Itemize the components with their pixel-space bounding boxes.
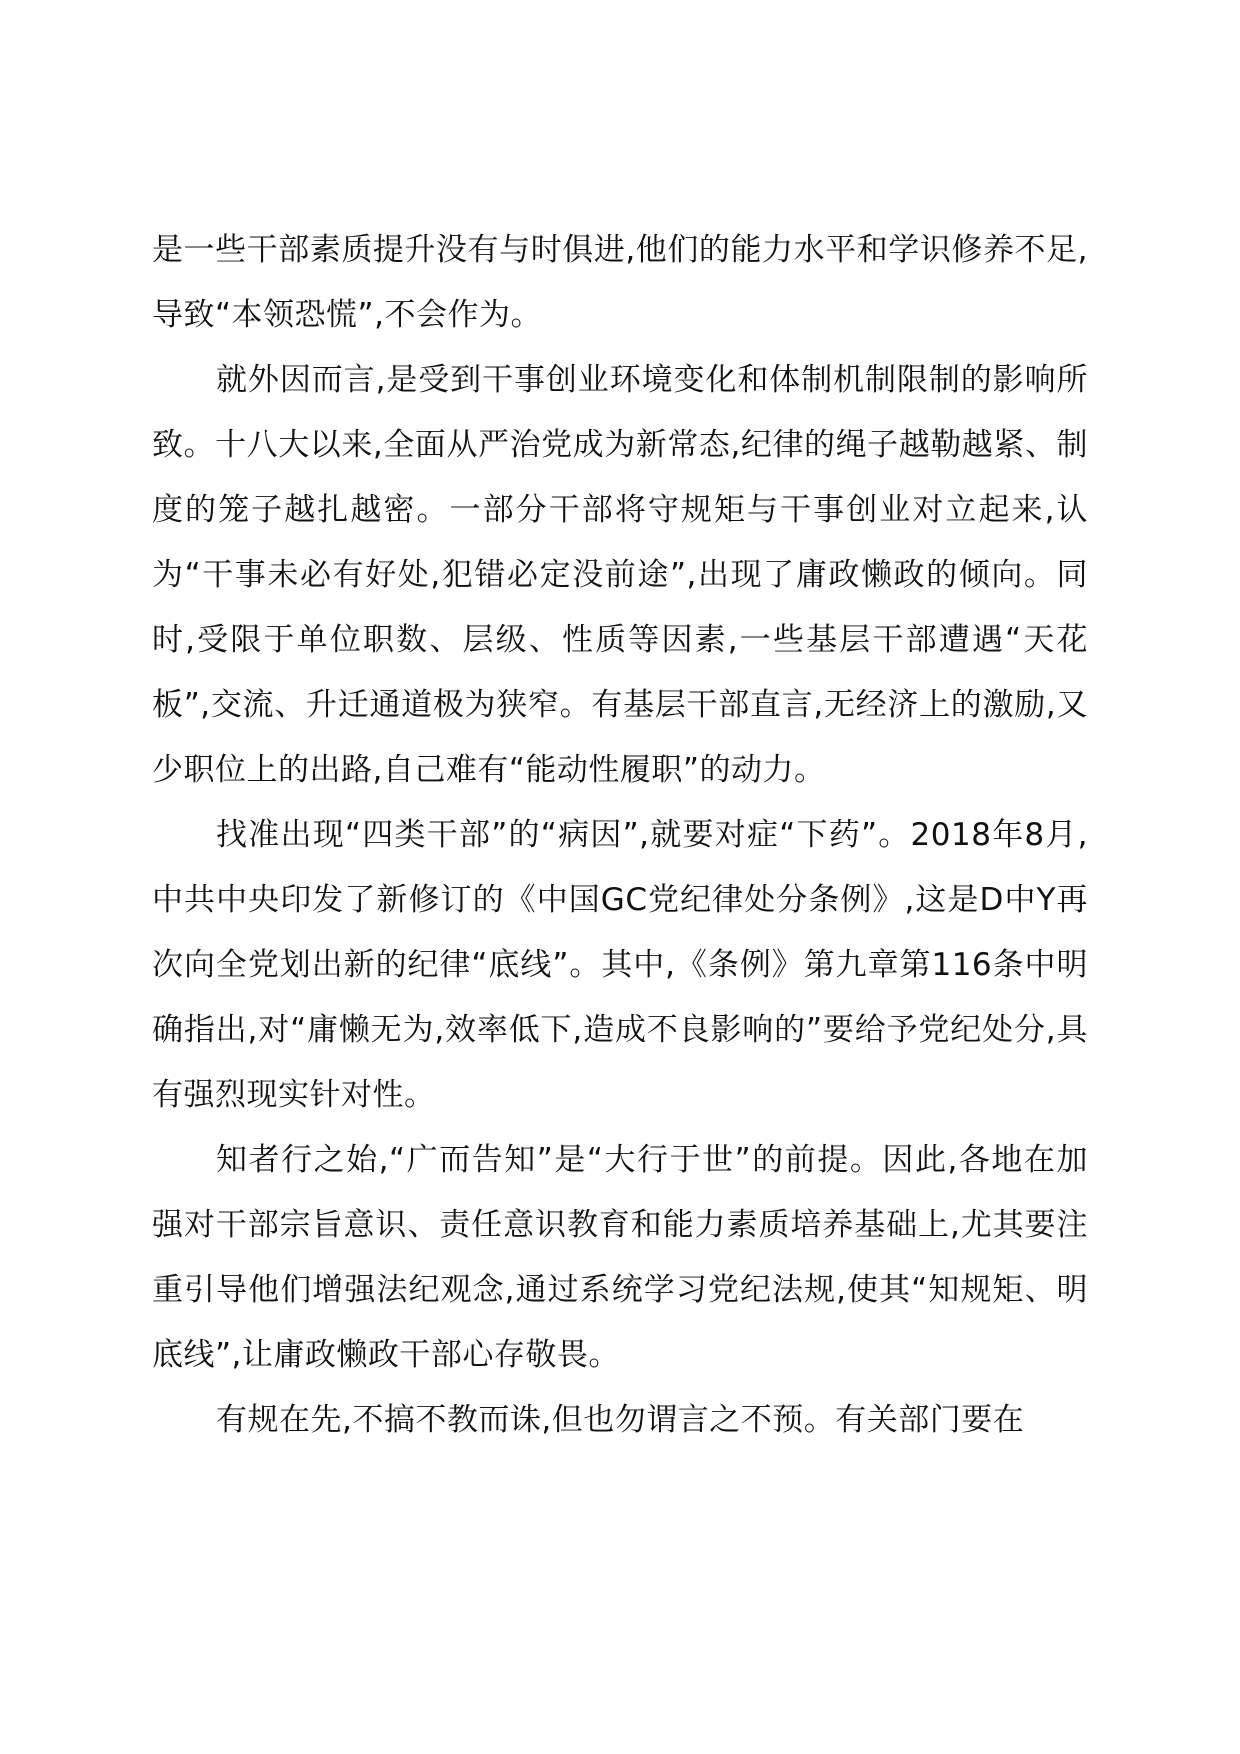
paragraph-awareness: 知者行之始,“广而告知”是“大行于世”的前提。因此,各地在加强对干部宗旨意识、责任意识教育和能力素质培养基础上,尤其要注重引导他们增强法纪观念,通过系统学习党纪法规,使其“知规矩、明底线”,让庸政懒政干部心存敬畏。 <box>152 1142 1088 1373</box>
paragraph-rules-first: 有规在先,不搞不教而诛,但也勿谓言之不预。有关部门要在 <box>216 1402 1025 1438</box>
paragraph-external-causes: 就外因而言,是受到干事创业环境变化和体制机制限制的影响所致。十八大以来,全面从严治党成为新常态,纪律的绳子越勒越紧、制度的笼子越扎越密。一部分干部将守规矩与干事创业对立起来,认为“干事未必有好处,犯错必定没前途”,出现了庸政懒政的倾向。同时,受限于单位职数、层级、性质等因素,一些基层干部遭遇“天花板”,交流、升迁通道极为狭窄。有基层干部直言,无经济上的激励,又少职位上的出路,自己难有“能动性履职”的动力。 <box>152 362 1088 788</box>
document-body <box>152 218 1088 1453</box>
paragraph-remedy: 找准出现“四类干部”的“病因”,就要对症“下药”。2018年8月,中共中央印发了新修订的《中国GC党纪律处分条例》,这是D中Y再次向全党划出新的纪律“底线”。其中,《条例》第九章第116条中明确指出,对“庸懒无为,效率低下,造成不良影响的”要给予党纪处分,具有强烈现实针对性。 <box>152 817 1088 1113</box>
paragraph-continuation: 是一些干部素质提升没有与时俱进,他们的能力水平和学识修养不足,导致“本领恐慌”,不会作为。 <box>152 232 1088 333</box>
